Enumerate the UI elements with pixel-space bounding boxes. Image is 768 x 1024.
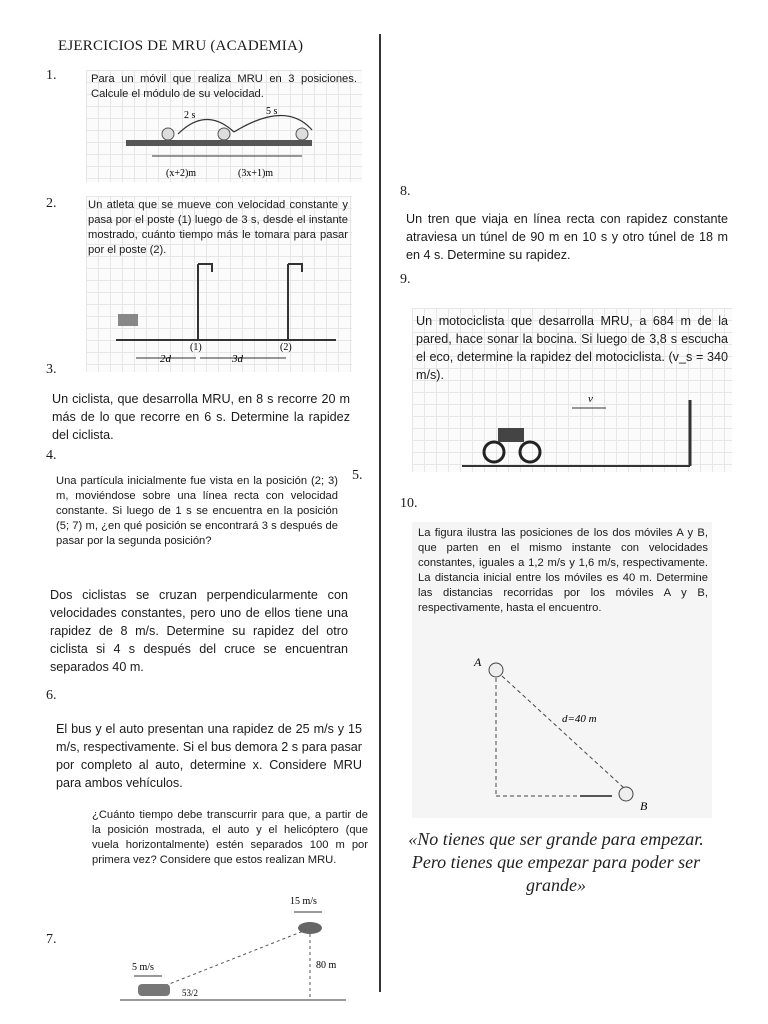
mobile-a-label: A: [474, 655, 482, 669]
pole-1-label: (1): [190, 342, 202, 353]
car-speed-label: 5 m/s: [132, 962, 154, 973]
sight-line: [154, 930, 306, 990]
time-2-label: 5 s: [266, 106, 278, 117]
exercise-7-number: 7.: [46, 932, 57, 947]
distance-1-label: (x+2)m: [166, 168, 197, 179]
mobile-1-icon: [162, 128, 174, 140]
velocity-label: v: [588, 393, 593, 405]
distance-line: [502, 676, 624, 788]
exercise-9-card: [412, 308, 732, 472]
exercise-10-text: La figura ilustra las posiciones de los dos móviles A y B, que parten en el mismo instante con velocidades constantes, iguales a 1,2 m/s y 1,6 m/s, respectivamente. La distancia inicial entre los móviles es 40 m. Determine las distancias recorridas por los móviles A y B, respectivamente, hasta el encuentro.: [418, 527, 708, 614]
mobile-a-icon: [489, 663, 503, 677]
exercise-1-card: [86, 70, 362, 182]
distance-1-label: 2d: [160, 353, 171, 365]
exercise-8-number: 8.: [400, 184, 411, 199]
time-1-label: 2 s: [184, 110, 196, 121]
exercise-6-number: 6.: [46, 688, 57, 703]
exercise-9-text: Un motociclista que desarrolla MRU, a 684 m de la pared, hace sonar la bocina. Si luego de 3,8 s escucha el eco, determine la rapidez del motociclista. (v_s = 340 m/s).: [416, 314, 728, 382]
lamp-1: [198, 264, 212, 272]
exercise-7-text: ¿Cuánto tiempo debe transcurrir para que, a partir de la posición mostrada, el auto y el helicóptero (que vuela horizontalmente) estén separados 100 m por primera vez? Considere que estos realizan MRU.: [92, 809, 368, 866]
exercise-4-number: 4.: [46, 448, 57, 463]
car-icon: [138, 984, 170, 996]
exercise-3-text: Un ciclista, que desarrolla MRU, en 8 s recorre 20 m más de lo que recorre en 6 s. Determine la rapidez del ciclista.: [52, 392, 350, 442]
exercise-2-card: [86, 196, 352, 372]
angle-label: 53/2: [182, 988, 199, 998]
exercise-6-text: El bus y el auto presentan una rapidez de 25 m/s y 15 m/s, respectivamente. Si el bus demora 2 s para pasar por completo al auto, determine x. Considere MRU para ambos vehículos.: [56, 722, 362, 790]
helicopter-speed-label: 15 m/s: [290, 896, 317, 907]
mobile-2-icon: [218, 128, 230, 140]
exercise-10-figure: [412, 648, 712, 818]
motorcyclist-icon: [498, 428, 524, 442]
exercise-10-number: 10.: [400, 496, 418, 511]
mobile-b-icon: [619, 787, 633, 801]
pole-2-label: (2): [280, 342, 292, 353]
mobile-b-label: B: [640, 799, 648, 813]
exercise-1-number: 1.: [46, 68, 57, 83]
exercise-2-text: Un atleta que se mueve con velocidad constante y pasa por el poste (1) luego de 3 s, desde el instante mostrado, cuánto tiempo más le tomara para pasar por el poste (2).: [88, 199, 348, 256]
exercise-7-figure: [110, 890, 362, 1010]
exercise-1-figure: [86, 102, 362, 182]
distance-label: d=40 m: [562, 713, 597, 725]
page-title: EJERCICIOS DE MRU (ACADEMIA): [58, 38, 304, 54]
exercise-9-number: 9.: [400, 272, 411, 287]
distance-2-label: (3x+1)m: [238, 168, 274, 179]
exercise-10-card: [412, 522, 712, 818]
exercise-5-number: 5.: [352, 468, 363, 483]
height-label: 80 m: [316, 960, 337, 971]
column-divider: [379, 34, 381, 992]
track: [126, 140, 312, 146]
exercise-5-text: Dos ciclistas se cruzan perpendicularmente con velocidades constantes, pero uno de ellos tiene una rapidez de 8 m/s. Determine su rapidez del otro ciclista si 4 s después del cruce se encuentran separados 40 m.: [50, 588, 348, 674]
distance-2-label: 3d: [232, 353, 243, 365]
exercise-8-text: Un tren que viaja en línea recta con rapidez constante atraviesa un túnel de 90 m en 10 s y otro túnel de 18 m en 4 s. Determine su rapidez.: [406, 212, 728, 262]
exercise-9-figure: [452, 388, 712, 472]
exercise-2-figure: [86, 258, 352, 370]
motivational-quote: «No tienes que ser grande para empezar. Pero tienes que empezar para poder ser grande»: [408, 829, 704, 895]
rear-wheel-icon: [520, 442, 540, 462]
exercise-3-number: 3.: [46, 362, 57, 377]
mobile-3-icon: [296, 128, 308, 140]
front-wheel-icon: [484, 442, 504, 462]
lamp-2: [288, 264, 302, 272]
exercise-4-text: Una partícula inicialmente fue vista en la posición (2; 3) m, moviéndose sobre una línea recta con velocidad constante. Si luego de 1 s se encuentra en la posición (5; 7) m, ¿en qué posición se encontrará 3 s después de pasar por la segunda posición?: [56, 475, 338, 547]
exercise-2-number: 2.: [46, 196, 57, 211]
athlete-icon: [118, 314, 138, 326]
exercise-1-text: Para un móvil que realiza MRU en 3 posiciones. Calcule el módulo de su velocidad.: [91, 73, 357, 100]
